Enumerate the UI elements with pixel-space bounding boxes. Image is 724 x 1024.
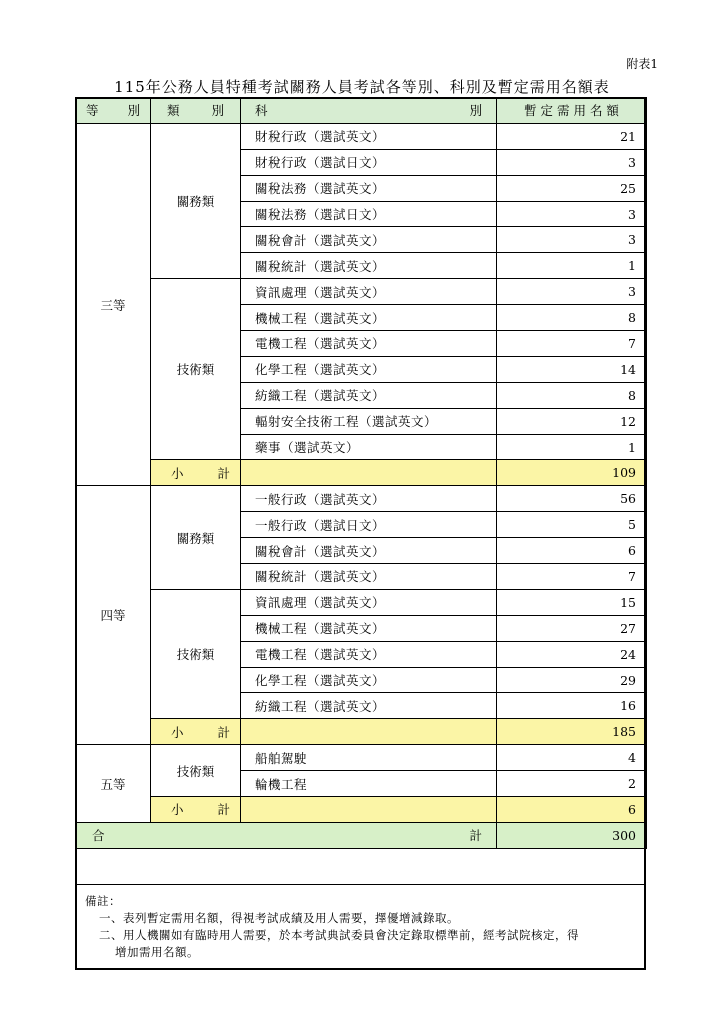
subtotal-row bbox=[76, 797, 647, 823]
subject-cell: 化學工程（選試英文） bbox=[241, 356, 497, 382]
subject-cell: 船舶駕駛 bbox=[241, 745, 497, 771]
note-continuation: 增加需用名額。 bbox=[115, 945, 199, 959]
table-row bbox=[76, 589, 647, 615]
subject-cell: 一般行政（選試日文） bbox=[241, 512, 497, 538]
quota-cell: 7 bbox=[497, 564, 647, 590]
subject-cell: 資訊處理（選試英文） bbox=[241, 279, 497, 305]
notes-section bbox=[75, 884, 646, 970]
category-cell: 技術類 bbox=[151, 745, 241, 797]
subtotal-label: 小 計 bbox=[151, 719, 241, 745]
quota-cell: 24 bbox=[497, 641, 647, 667]
subtotal-value: 185 bbox=[497, 719, 647, 745]
subject-cell: 化學工程（選試英文） bbox=[241, 667, 497, 693]
quota-cell: 8 bbox=[497, 382, 647, 408]
table-row bbox=[76, 123, 647, 149]
subject-cell: 關稅統計（選試英文） bbox=[241, 564, 497, 590]
page-title: 115年公務人員特種考試關務人員考試各等別、科別及暫定需用名額表 bbox=[114, 78, 610, 96]
table-row bbox=[76, 745, 647, 771]
quota-cell: 27 bbox=[497, 615, 647, 641]
header-category: 類 別 bbox=[151, 98, 241, 124]
subject-cell: 機械工程（選試英文） bbox=[241, 305, 497, 331]
subject-cell: 財稅行政（選試日文） bbox=[241, 149, 497, 175]
subject-cell: 機械工程（選試英文） bbox=[241, 615, 497, 641]
total-row bbox=[76, 822, 647, 848]
subtotal-row bbox=[76, 719, 647, 745]
quota-cell: 3 bbox=[497, 149, 647, 175]
appendix-label: 附表1 bbox=[626, 57, 658, 71]
subject-cell: 關稅法務（選試日文） bbox=[241, 201, 497, 227]
quota-cell: 6 bbox=[497, 538, 647, 564]
subject-cell: 財稅行政（選試英文） bbox=[241, 123, 497, 149]
quota-cell: 21 bbox=[497, 123, 647, 149]
quota-cell: 7 bbox=[497, 331, 647, 357]
subtotal-blank bbox=[241, 719, 497, 745]
subtotal-value: 6 bbox=[497, 797, 647, 823]
quota-cell: 5 bbox=[497, 512, 647, 538]
subject-cell: 紡織工程（選試英文） bbox=[241, 693, 497, 719]
subject-cell: 關稅會計（選試英文） bbox=[241, 227, 497, 253]
subject-cell: 輪機工程 bbox=[241, 771, 497, 797]
subject-cell: 電機工程（選試英文） bbox=[241, 331, 497, 357]
grade-cell: 三等 bbox=[76, 123, 151, 485]
subject-cell: 紡織工程（選試英文） bbox=[241, 382, 497, 408]
total-value: 300 bbox=[497, 822, 647, 848]
subject-cell: 輻射安全技術工程（選試英文） bbox=[241, 408, 497, 434]
notes-heading: 備註： bbox=[85, 894, 121, 908]
subject-cell: 關稅會計（選試英文） bbox=[241, 538, 497, 564]
header-grade: 等 別 bbox=[76, 98, 151, 124]
subtotal-label: 小 計 bbox=[151, 797, 241, 823]
quota-cell: 1 bbox=[497, 253, 647, 279]
quota-cell: 2 bbox=[497, 771, 647, 797]
quota-cell: 56 bbox=[497, 486, 647, 512]
subtotal-value: 109 bbox=[497, 460, 647, 486]
quota-table bbox=[75, 97, 647, 849]
subject-cell: 關稅法務（選試英文） bbox=[241, 175, 497, 201]
quota-cell: 3 bbox=[497, 279, 647, 305]
quota-cell: 3 bbox=[497, 201, 647, 227]
header-quota: 暫 定 需 用 名 額 bbox=[497, 98, 647, 124]
category-cell: 技術類 bbox=[151, 589, 241, 718]
quota-cell: 1 bbox=[497, 434, 647, 460]
note-item: 二、用人機關如有臨時用人需要，於本考試典試委員會決定錄取標準前，經考試院核定，得 bbox=[99, 928, 579, 942]
total-label: 合 計 bbox=[76, 822, 497, 848]
subject-cell: 一般行政（選試英文） bbox=[241, 486, 497, 512]
quota-cell: 4 bbox=[497, 745, 647, 771]
grade-cell: 四等 bbox=[76, 486, 151, 745]
subtotal-label: 小 計 bbox=[151, 460, 241, 486]
subject-cell: 關稅統計（選試英文） bbox=[241, 253, 497, 279]
quota-cell: 8 bbox=[497, 305, 647, 331]
table-row bbox=[76, 486, 647, 512]
category-cell: 關務類 bbox=[151, 123, 241, 278]
quota-cell: 16 bbox=[497, 693, 647, 719]
quota-cell: 29 bbox=[497, 667, 647, 693]
quota-cell: 3 bbox=[497, 227, 647, 253]
subject-cell: 藥事（選試英文） bbox=[241, 434, 497, 460]
category-cell: 技術類 bbox=[151, 279, 241, 460]
table-row bbox=[76, 279, 647, 305]
quota-cell: 14 bbox=[497, 356, 647, 382]
grade-cell: 五等 bbox=[76, 745, 151, 823]
header-row bbox=[76, 98, 647, 124]
note-item: 一、表列暫定需用名額，得視考試成績及用人需要，擇優增減錄取。 bbox=[99, 911, 459, 925]
subject-cell: 資訊處理（選試英文） bbox=[241, 589, 497, 615]
quota-cell: 25 bbox=[497, 175, 647, 201]
subtotal-blank bbox=[241, 460, 497, 486]
quota-cell: 15 bbox=[497, 589, 647, 615]
header-subject: 科 別 bbox=[241, 98, 497, 124]
subtotal-blank bbox=[241, 797, 497, 823]
subject-cell: 電機工程（選試英文） bbox=[241, 641, 497, 667]
subtotal-row bbox=[76, 460, 647, 486]
category-cell: 關務類 bbox=[151, 486, 241, 590]
quota-cell: 12 bbox=[497, 408, 647, 434]
